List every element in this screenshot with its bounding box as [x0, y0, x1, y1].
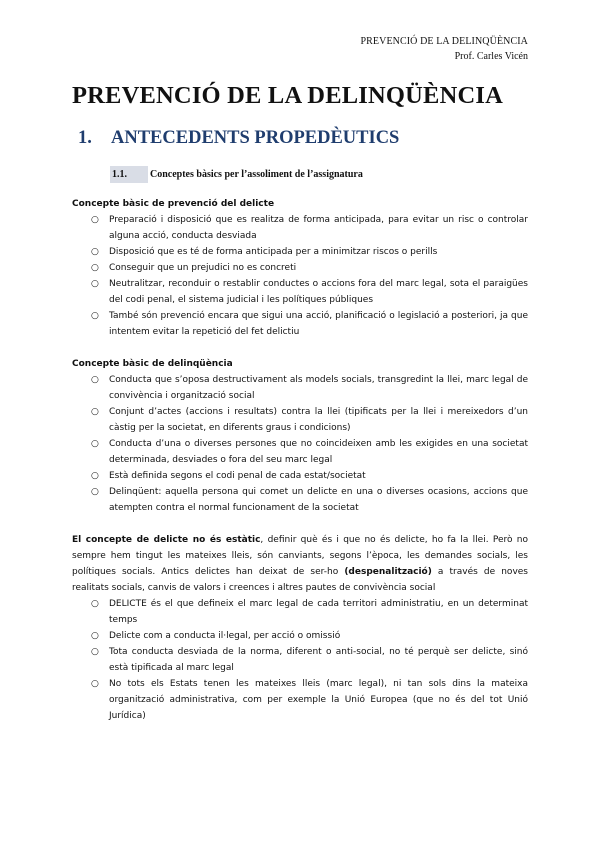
list-item: ○ Preparació i disposició que es realitza de forma anticipada, para evitar un risc o controlar alguna acció, conducta desviada	[109, 212, 528, 244]
list-item: ○ Conseguir que un prejudici no es concreti	[109, 260, 528, 276]
bullet-icon: ○	[91, 279, 99, 289]
list-item: ○ No tots els Estats tenen les mateixes lleis (marc legal), ni tan sols dins la mateixa organització administrativa, com per exemple la Unió Europea (que no és del tot Unió Jurídica)	[109, 676, 528, 724]
block1-heading: Concepte bàsic de prevenció del delicte	[72, 199, 275, 209]
list-item: ○ Delicte com a conducta il·legal, per acció o omissió	[109, 628, 528, 644]
block3-paragraph: El concepte de delicte no és estàtic, definir què és i que no és delicte, ho fa la llei. Però no sempre hem tingut les mateixes lleis, són canviants, segons l’època, les demandes socials, les polítiques socials. Antics delictes han deixat de ser-ho (despenalització) a través de noves realitats socials, canvis de valors i creences i altres pautes de convivència social	[72, 535, 528, 593]
bullet-icon: ○	[91, 247, 99, 257]
list-item: ○ També són prevenció encara que sigui una acció, planificació o legislació a posteriori, ja que intentem evitar la repetició del fet delictiu	[109, 308, 528, 340]
list-item: ○ Neutralitzar, reconduir o restablir conductes o accions fora del marc legal, sota el paraigües del codi penal, el sistema judicial i les polítiques públiques	[109, 276, 528, 308]
block2-list	[72, 372, 528, 516]
list-item: ○ Delinqüent: aquella persona qui comet un delicte en una o diverses ocasions, accions que atempten contra el normal funcionament de la societat	[109, 484, 528, 516]
paragraph-term: (despenalització)	[344, 567, 432, 577]
section-heading	[78, 128, 399, 149]
subsection-title: Conceptes bàsics per l’assoliment de l’assignatura	[150, 169, 363, 180]
list-item: ○ Conducta d’una o diverses persones que no coincideixen amb les exigides en una societat determinada, desviades o fora del seu marc legal	[109, 436, 528, 468]
bullet-icon: ○	[91, 311, 99, 321]
list-item: ○ Conjunt d’actes (accions i resultats) contra la llei (tipificats per la llei i mereixedors d’un càstig per la societat, en diferents graus i condicions)	[109, 404, 528, 436]
subsection-heading	[110, 166, 390, 183]
bullet-icon: ○	[91, 471, 99, 481]
bullet-icon: ○	[91, 263, 99, 273]
block3-list	[72, 596, 528, 724]
block2-heading: Concepte bàsic de delinqüència	[72, 359, 233, 369]
bullet-icon: ○	[91, 407, 99, 417]
bullet-icon: ○	[91, 599, 99, 609]
list-item: ○ Tota conducta desviada de la norma, diferent o anti-social, no té perquè ser delicte, sinó està tipificada al marc legal	[109, 644, 528, 676]
page-title: PREVENCIÓ DE LA DELINQÜÈNCIA	[72, 82, 504, 109]
header-author: Prof. Carles Vicén	[454, 51, 528, 62]
block1-list	[72, 212, 528, 340]
list-item: ○ DELICTE és el que defineix el marc legal de cada territori administratiu, en un determinat temps	[109, 596, 528, 628]
spacer	[72, 516, 528, 532]
header-title: PREVENCIÓ DE LA DELINQÜÈNCIA	[360, 36, 528, 47]
list-item: ○ Està definida segons el codi penal de cada estat/societat	[109, 468, 528, 484]
bullet-icon: ○	[91, 487, 99, 497]
bullet-icon: ○	[91, 631, 99, 641]
spacer	[72, 340, 528, 356]
bullet-icon: ○	[91, 375, 99, 385]
bullet-icon: ○	[91, 679, 99, 689]
subsection-number: 1.1.	[110, 166, 148, 183]
running-header	[360, 34, 528, 64]
section-title: ANTECEDENTS PROPEDÈUTICS	[111, 128, 400, 148]
bullet-icon: ○	[91, 647, 99, 657]
list-item: ○ Conducta que s’oposa destructivament als models socials, transgredint la llei, marc legal de convivència i organització social	[109, 372, 528, 404]
paragraph-lead: El concepte de delicte no és estàtic	[72, 535, 261, 545]
bullet-icon: ○	[91, 215, 99, 225]
section-number: 1.	[78, 128, 92, 148]
list-item: ○ Disposició que es té de forma anticipada per a minimitzar riscos o perills	[109, 244, 528, 260]
bullet-icon: ○	[91, 439, 99, 449]
document-body	[72, 196, 528, 724]
